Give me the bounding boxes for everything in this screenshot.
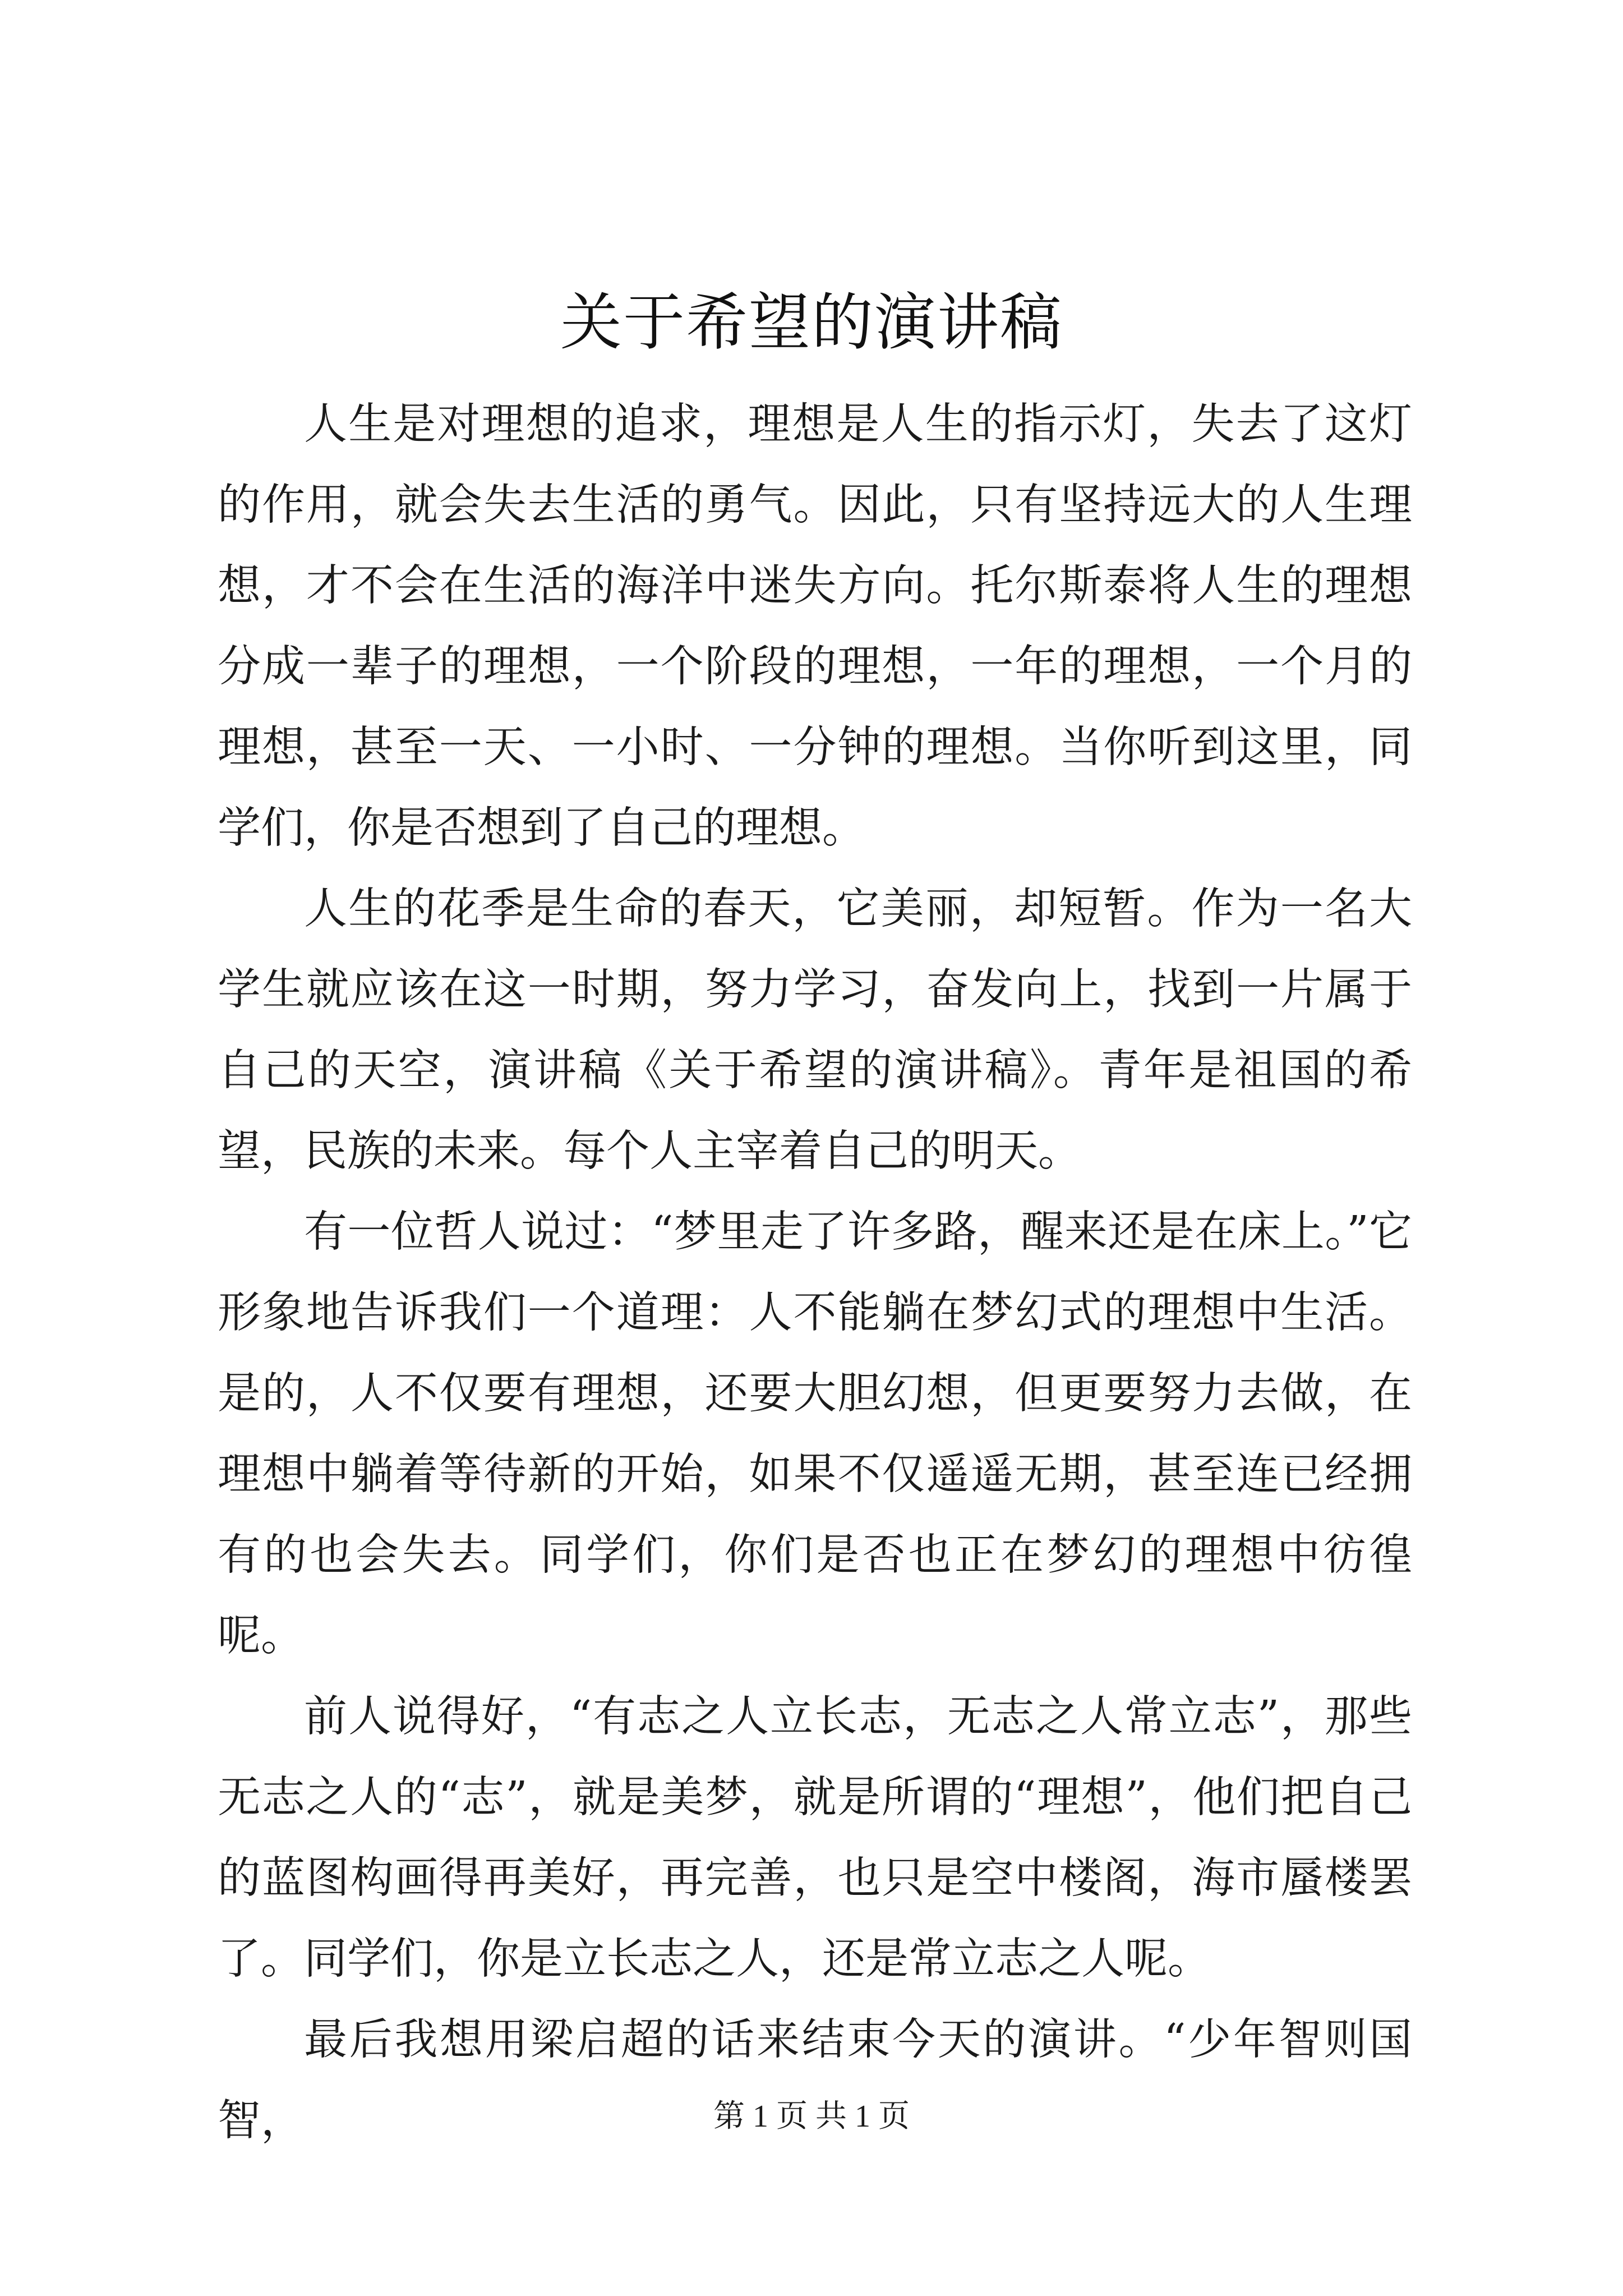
- page-footer: 第 1 页 共 1 页: [713, 2099, 910, 2134]
- paragraph: 人生的花季是生命的春天，它美丽，却短暂。作为一名大学生就应该在这一时期，努力学习，奋发向上，找到一片属于自己的天空，演讲稿《关于希望的演讲稿》。青年是祖国的希望，民族的未来。每个人主宰着自己的明天。: [218, 884, 1412, 1176]
- document-title: 关于希望的演讲稿: [560, 287, 1063, 358]
- document-body: [218, 384, 1412, 2161]
- paragraph: 前人说得好，“有志之人立长志，无志之人常立志”，那些无志之人的“志”，就是美梦，就是所谓的“理想”，他们把自己的蓝图构画得再美好，再完善，也只是空中楼阁，海市蜃楼罢了。同学们，你是立长志之人，还是常立志之人呢。: [218, 1692, 1412, 1984]
- paragraph: 人生是对理想的追求，理想是人生的指示灯，失去了这灯的作用，就会失去生活的勇气。因此，只有坚持远大的人生理想，才不会在生活的海洋中迷失方向。托尔斯泰将人生的理想分成一辈子的理想，一个阶段的理想，一年的理想，一个月的理想，甚至一天、一小时、一分钟的理想。当你听到这里，同学们，你是否想到了自己的理想。: [218, 399, 1412, 853]
- paragraph: 最后我想用梁启超的话来结束今天的演讲。“少年智则国智，: [218, 2015, 1412, 2146]
- paragraph: 有一位哲人说过：“梦里走了许多路，醒来还是在床上。”它形象地告诉我们一个道理：人不能躺在梦幻式的理想中生活。是的，人不仅要有理想，还要大胆幻想，但更要努力去做，在理想中躺着等待新的开始，如果不仅遥遥无期，甚至连已经拥有的也会失去。同学们，你们是否也正在梦幻的理想中彷徨呢。: [218, 1207, 1412, 1661]
